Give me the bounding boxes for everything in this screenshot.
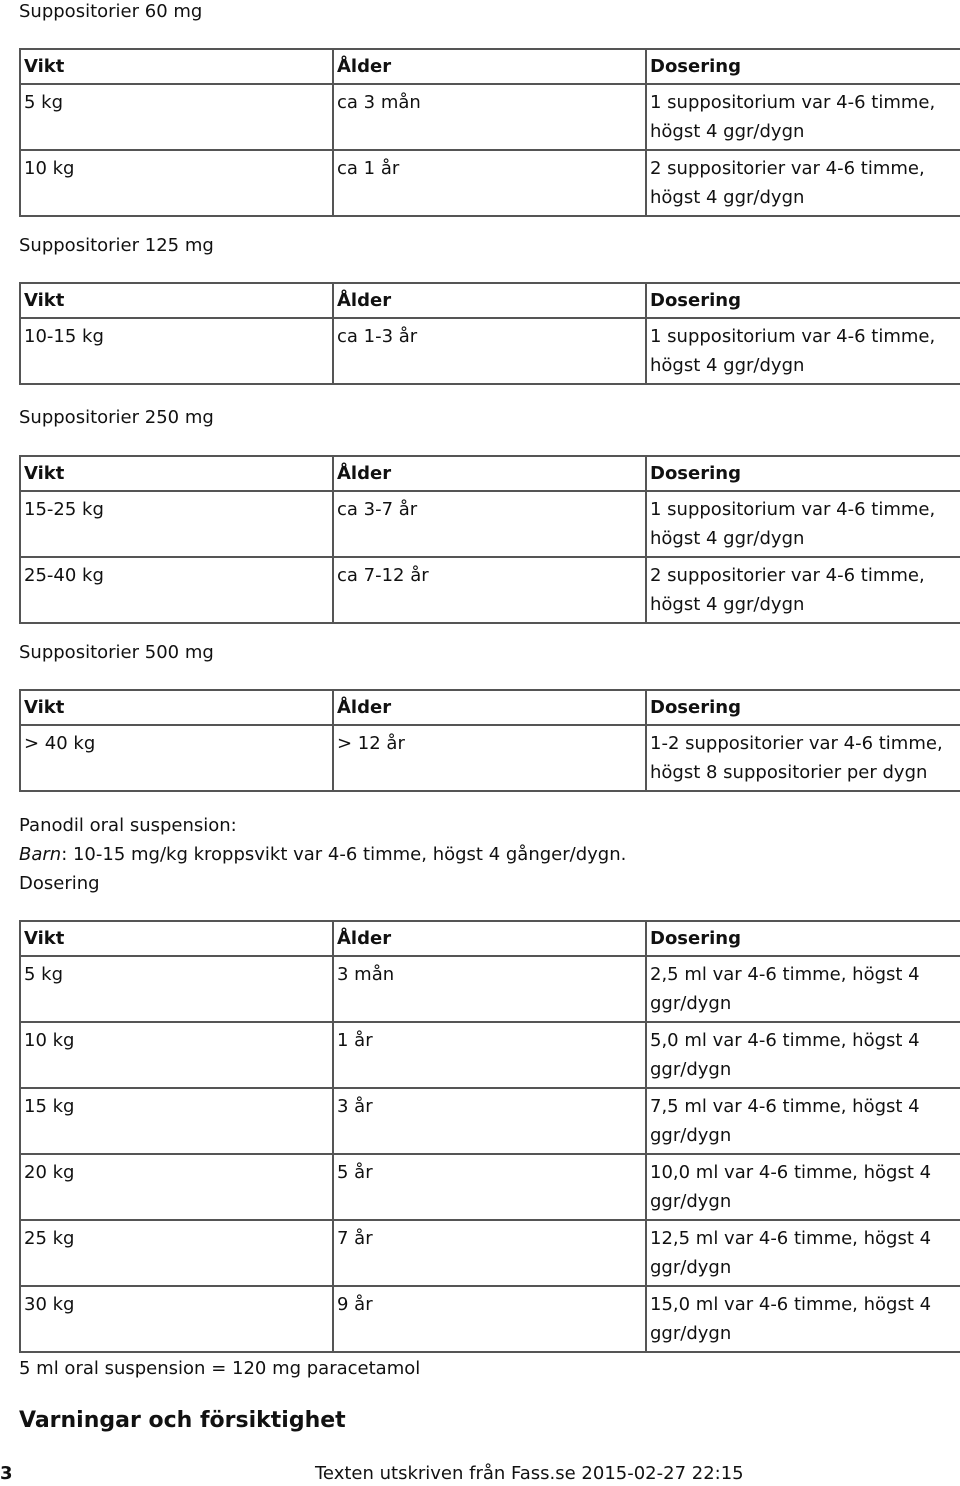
cell-vikt: 25 kg — [20, 1220, 333, 1286]
table-row — [20, 318, 960, 384]
cell-alder: 1 år — [333, 1022, 646, 1088]
dosage-table-suspension — [19, 920, 960, 1353]
header-vikt: Vikt — [20, 49, 333, 84]
table-row — [20, 1220, 960, 1286]
cell-vikt: 20 kg — [20, 1154, 333, 1220]
header-alder: Ålder — [333, 49, 646, 84]
table-row — [20, 1022, 960, 1088]
header-alder: Ålder — [333, 690, 646, 725]
dosage-table-60mg — [19, 48, 960, 217]
cell-alder: ca 7-12 år — [333, 557, 646, 623]
section-title-500mg: Suppositorier 500 mg — [19, 642, 214, 663]
cell-alder: 3 mån — [333, 956, 646, 1022]
dosage-table-500mg — [19, 689, 960, 792]
suspension-barn-line — [19, 840, 626, 869]
table-row — [20, 956, 960, 1022]
cell-alder: ca 3 mån — [333, 84, 646, 150]
table-row — [20, 1286, 960, 1352]
header-dosering: Dosering — [646, 49, 960, 84]
header-dosering: Dosering — [646, 456, 960, 491]
cell-vikt: > 40 kg — [20, 725, 333, 791]
table-row — [20, 725, 960, 791]
barn-text: : 10-15 mg/kg kroppsvikt var 4-6 timme, högst 4 gånger/dygn. — [61, 844, 627, 865]
cell-vikt: 10-15 kg — [20, 318, 333, 384]
cell-dosering: 1 suppositorium var 4-6 timme, högst 4 ggr/dygn — [646, 84, 960, 150]
cell-vikt: 25-40 kg — [20, 557, 333, 623]
cell-alder: 3 år — [333, 1088, 646, 1154]
cell-vikt: 15 kg — [20, 1088, 333, 1154]
page-number: 3 — [0, 1463, 13, 1484]
cell-alder: 5 år — [333, 1154, 646, 1220]
cell-vikt: 15-25 kg — [20, 491, 333, 557]
header-dosering: Dosering — [646, 690, 960, 725]
cell-dosering: 15,0 ml var 4-6 timme, högst 4 ggr/dygn — [646, 1286, 960, 1352]
page-footer — [0, 1462, 960, 1486]
section-title-125mg: Suppositorier 125 mg — [19, 235, 214, 256]
cell-vikt: 5 kg — [20, 84, 333, 150]
table-header-row — [20, 456, 960, 491]
suspension-note: 5 ml oral suspension = 120 mg paracetamol — [19, 1358, 421, 1379]
header-vikt: Vikt — [20, 921, 333, 956]
suspension-intro: Panodil oral suspension: — [19, 815, 237, 836]
cell-alder: ca 1-3 år — [333, 318, 646, 384]
cell-dosering: 12,5 ml var 4-6 timme, högst 4 ggr/dygn — [646, 1220, 960, 1286]
barn-label: Barn — [19, 844, 62, 865]
table-row — [20, 1088, 960, 1154]
table-header-row — [20, 283, 960, 318]
dosage-table-250mg — [19, 455, 960, 624]
suspension-dosering-label: Dosering — [19, 873, 100, 894]
cell-alder: ca 3-7 år — [333, 491, 646, 557]
table-row — [20, 84, 960, 150]
cell-alder: > 12 år — [333, 725, 646, 791]
section-title-250mg: Suppositorier 250 mg — [19, 407, 214, 428]
header-dosering: Dosering — [646, 283, 960, 318]
cell-dosering: 2 suppositorier var 4-6 timme, högst 4 ggr/dygn — [646, 557, 960, 623]
header-alder: Ålder — [333, 456, 646, 491]
dosage-table-125mg — [19, 282, 960, 385]
table-row — [20, 1154, 960, 1220]
cell-alder: 9 år — [333, 1286, 646, 1352]
section-title-60mg: Suppositorier 60 mg — [19, 1, 203, 22]
cell-dosering: 7,5 ml var 4-6 timme, högst 4 ggr/dygn — [646, 1088, 960, 1154]
header-vikt: Vikt — [20, 690, 333, 725]
cell-dosering: 10,0 ml var 4-6 timme, högst 4 ggr/dygn — [646, 1154, 960, 1220]
cell-vikt: 10 kg — [20, 1022, 333, 1088]
table-header-row — [20, 690, 960, 725]
table-row — [20, 557, 960, 623]
header-vikt: Vikt — [20, 456, 333, 491]
cell-dosering: 5,0 ml var 4-6 timme, högst 4 ggr/dygn — [646, 1022, 960, 1088]
cell-dosering: 1-2 suppositorier var 4-6 timme, högst 8 suppositorier per dygn — [646, 725, 960, 791]
cell-vikt: 10 kg — [20, 150, 333, 216]
cell-vikt: 30 kg — [20, 1286, 333, 1352]
warnings-heading: Varningar och försiktighet — [19, 1408, 346, 1433]
header-alder: Ålder — [333, 283, 646, 318]
table-header-row — [20, 921, 960, 956]
cell-dosering: 2,5 ml var 4-6 timme, högst 4 ggr/dygn — [646, 956, 960, 1022]
footer-print-info: Texten utskriven från Fass.se 2015-02-27 22:15 — [315, 1463, 744, 1484]
table-header-row — [20, 49, 960, 84]
cell-dosering: 1 suppositorium var 4-6 timme, högst 4 ggr/dygn — [646, 318, 960, 384]
header-alder: Ålder — [333, 921, 646, 956]
header-dosering: Dosering — [646, 921, 960, 956]
table-row — [20, 491, 960, 557]
cell-vikt: 5 kg — [20, 956, 333, 1022]
cell-alder: ca 1 år — [333, 150, 646, 216]
cell-alder: 7 år — [333, 1220, 646, 1286]
cell-dosering: 1 suppositorium var 4-6 timme, högst 4 ggr/dygn — [646, 491, 960, 557]
table-row — [20, 150, 960, 216]
header-vikt: Vikt — [20, 283, 333, 318]
cell-dosering: 2 suppositorier var 4-6 timme, högst 4 ggr/dygn — [646, 150, 960, 216]
